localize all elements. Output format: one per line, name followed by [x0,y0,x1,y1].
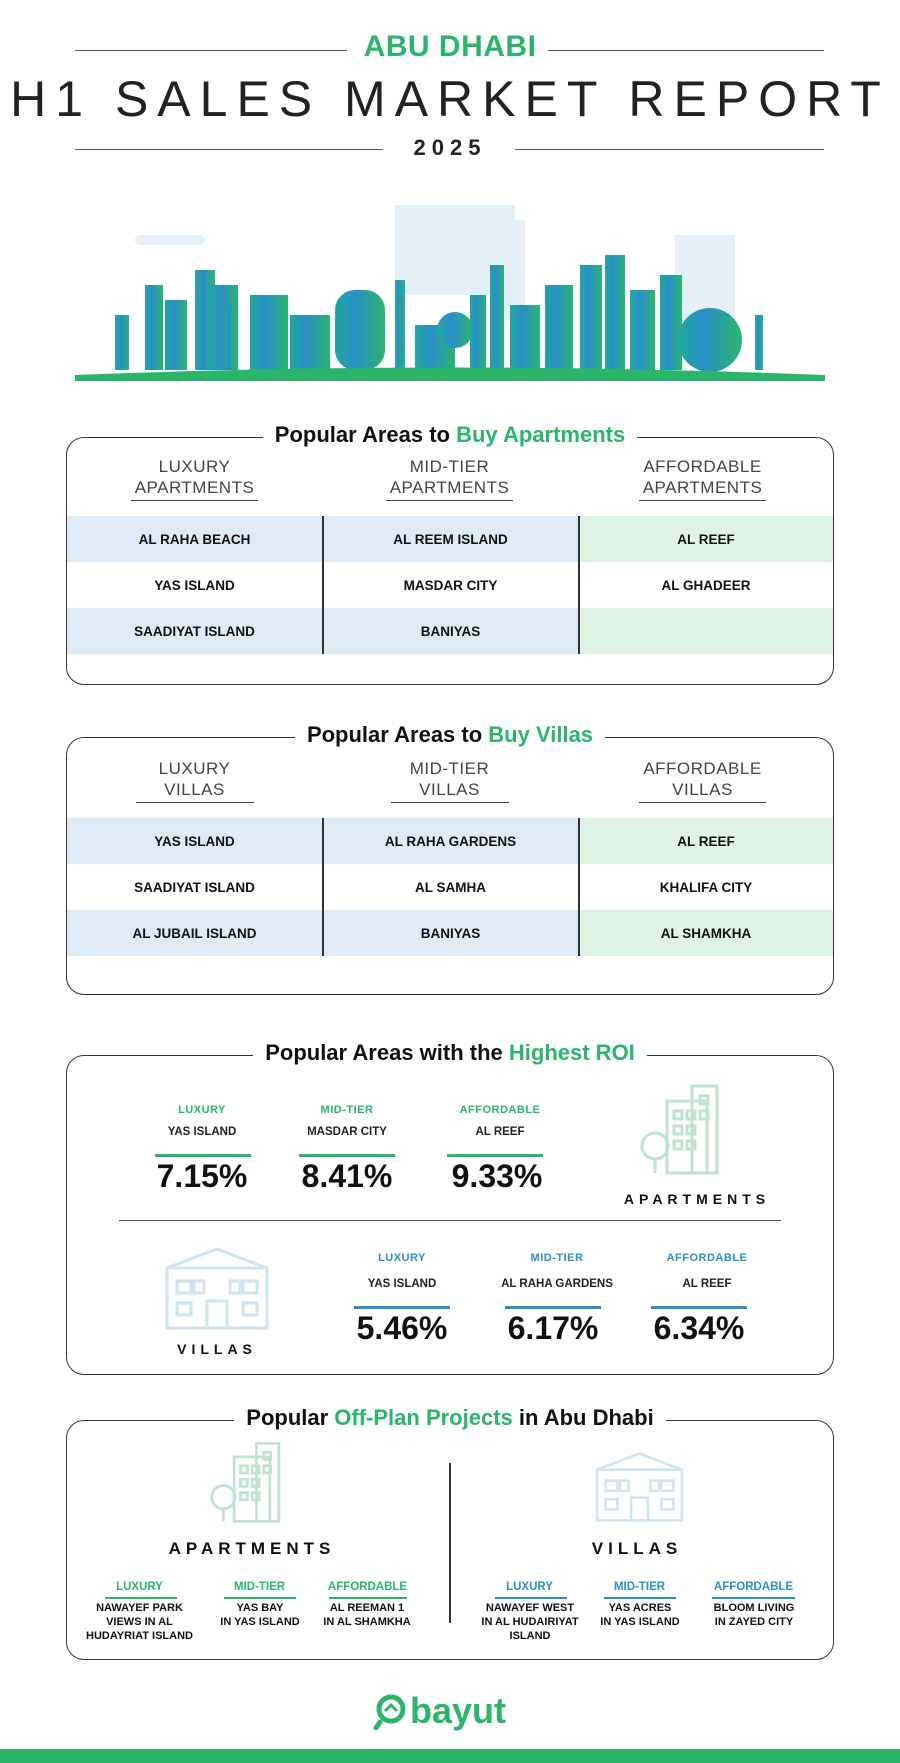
offplan-tier-label: AFFORDABLE [327,1581,408,1593]
bayut-logo-icon [372,1692,410,1730]
col-header-affordable-apartments [615,456,790,501]
roi-villas-label: VILLAS [177,1341,257,1357]
roi-value: 5.46% [356,1310,448,1346]
offplan-divider [449,1463,451,1623]
col-header-luxury-apartments [107,456,282,501]
table-cell: AL SAMHA [414,879,486,895]
offplan-project-name [694,1601,814,1629]
roi-underline [447,1154,543,1157]
offplan-underline [105,1597,177,1599]
city-name: ABU DHABI [363,30,537,63]
offplan-underline [712,1597,795,1599]
apartments-section-title [263,422,637,447]
roi-underline [299,1154,395,1157]
col-header-line1: AFFORDABLE [643,759,762,778]
col-header-line1: AFFORDABLE [643,457,762,476]
villas-areas-panel [66,722,834,995]
project-line: AL REEMAN 1 [329,1602,405,1614]
roi-area-name: AL RAHA GARDENS [501,1278,613,1290]
project-line: ISLAND [509,1630,551,1642]
roi-title-highlight: Highest ROI [508,1040,635,1065]
offplan-title-prefix: Popular [246,1405,335,1430]
table-cell: AL REEF [579,818,833,864]
bayut-logo[interactable] [372,1690,506,1732]
roi-underline [354,1306,450,1309]
table-cell: BANIYAS [323,910,578,956]
table-cell: YAS ISLAND [154,577,235,593]
project-line: NAWAYEF WEST [485,1602,575,1614]
table-cell: AL GHADEER [661,577,751,593]
project-line: IN ZAYED CITY [714,1616,794,1628]
roi-section-title [253,1040,647,1065]
offplan-project-name [580,1601,700,1629]
project-line: IN YAS ISLAND [600,1616,680,1628]
roi-underline [155,1154,251,1157]
roi-panel [66,1040,834,1375]
project-line: IN AL SHAMKHA [323,1616,411,1628]
roi-area-name: YAS ISLAND [367,1278,437,1290]
apartments-areas-panel [66,422,834,685]
table-cell: YAS ISLAND [67,818,322,864]
col-header-line2: APARTMENTS [134,478,255,497]
col-header-midtier-apartments [362,456,537,501]
offplan-panel [66,1405,834,1660]
roi-title-prefix: Popular Areas with the [265,1040,509,1065]
villas-section-title [295,722,605,747]
roi-area-name: YAS ISLAND [167,1126,237,1138]
table-cell: MASDAR CITY [403,577,498,593]
offplan-project-name [460,1601,600,1643]
roi-apartments-label: APARTMENTS [623,1191,771,1207]
col-header-affordable-villas [615,758,790,803]
roi-area-name: AL REEF [682,1278,732,1290]
project-line: VIEWS IN AL [106,1616,173,1628]
apartment-building-icon [637,1081,737,1176]
offplan-title-highlight: Off-Plan Projects [334,1405,513,1430]
project-line: BLOOM LIVING [713,1602,795,1614]
roi-area-name: AL REEF [475,1126,525,1138]
column-divider [322,516,324,654]
villas-title-prefix: Popular Areas to [306,722,489,747]
villa-house-icon [162,1246,272,1331]
table-cell: AL REEF [579,516,833,562]
offplan-underline [224,1597,296,1599]
table-cell: AL REEM ISLAND [323,516,578,562]
project-line: NAWAYEF PARK [96,1602,183,1614]
roi-area-name: MASDAR CITY [307,1126,387,1138]
col-header-luxury-villas [107,758,282,803]
col-header-midtier-villas [362,758,537,803]
offplan-project-name [307,1601,427,1629]
table-cell: AL RAHA GARDENS [323,818,578,864]
offplan-section-title [234,1405,665,1430]
project-line: IN YAS ISLAND [220,1616,300,1628]
apartments-title-prefix: Popular Areas to [274,422,457,447]
col-header-line2: VILLAS [164,780,225,799]
table-cell: AL RAHA BEACH [67,516,322,562]
roi-tier-label: AFFORDABLE [459,1104,541,1116]
offplan-underline [604,1597,676,1599]
offplan-tier-label: LUXURY [116,1581,163,1593]
col-header-line1: LUXURY [158,457,231,476]
column-divider [322,818,324,956]
col-header-line2: APARTMENTS [389,478,510,497]
roi-value: 9.33% [451,1158,543,1194]
offplan-project-name [72,1601,207,1643]
roi-tier-label: MID-TIER [320,1104,374,1116]
skyline-illustration [75,195,825,385]
column-divider [578,516,580,654]
roi-underline [505,1306,601,1309]
col-header-line1: LUXURY [158,759,231,778]
table-cell: AL JUBAIL ISLAND [67,910,322,956]
table-cell: BANIYAS [323,608,578,654]
offplan-villas-label: VILLAS [591,1539,683,1558]
roi-tier-label: MID-TIER [530,1252,584,1264]
col-header-line1: MID-TIER [409,457,490,476]
roi-value: 6.17% [507,1310,599,1346]
roi-value: 6.34% [653,1310,745,1346]
bayut-logo-text: bayut [410,1690,507,1731]
roi-underline [651,1306,747,1309]
footer-bar [0,1749,900,1763]
offplan-title-suffix: in Abu Dhabi [512,1405,654,1430]
apartments-title-highlight: Buy Apartments [456,422,626,447]
offplan-tier-label: MID-TIER [613,1581,666,1593]
offplan-tier-label: AFFORDABLE [713,1581,794,1593]
report-year: 2025 [413,135,487,160]
table-cell [579,608,833,654]
roi-tier-label: LUXURY [178,1104,226,1116]
table-cell: SAADIYAT ISLAND [67,608,322,654]
villa-house-icon [592,1451,687,1523]
col-header-line2: APARTMENTS [642,478,763,497]
roi-value: 7.15% [156,1158,248,1194]
roi-tier-label: LUXURY [378,1252,426,1264]
roi-divider [119,1220,781,1221]
project-line: YAS BAY [236,1602,284,1614]
table-cell: SAADIYAT ISLAND [134,879,255,895]
villas-title-highlight: Buy Villas [488,722,594,747]
roi-tier-label: AFFORDABLE [666,1252,748,1264]
apartment-building-icon [207,1439,297,1524]
report-title: H1 SALES MARKET REPORT [10,71,890,127]
offplan-underline [495,1597,567,1599]
offplan-underline [329,1597,407,1599]
project-line: HUDAYRIAT ISLAND [86,1630,193,1642]
column-divider [578,818,580,956]
offplan-project-name [200,1601,320,1629]
roi-value: 8.41% [301,1158,393,1194]
offplan-tier-label: LUXURY [506,1581,553,1593]
col-header-line2: VILLAS [672,780,733,799]
offplan-apartments-label: APARTMENTS [168,1539,336,1558]
table-cell: AL SHAMKHA [579,910,833,956]
project-line: IN AL HUDAIRIYAT [481,1616,579,1628]
col-header-line2: VILLAS [419,780,480,799]
col-header-line1: MID-TIER [409,759,490,778]
table-cell: KHALIFA CITY [659,879,753,895]
offplan-tier-label: MID-TIER [233,1581,286,1593]
project-line: YAS ACRES [608,1602,672,1614]
